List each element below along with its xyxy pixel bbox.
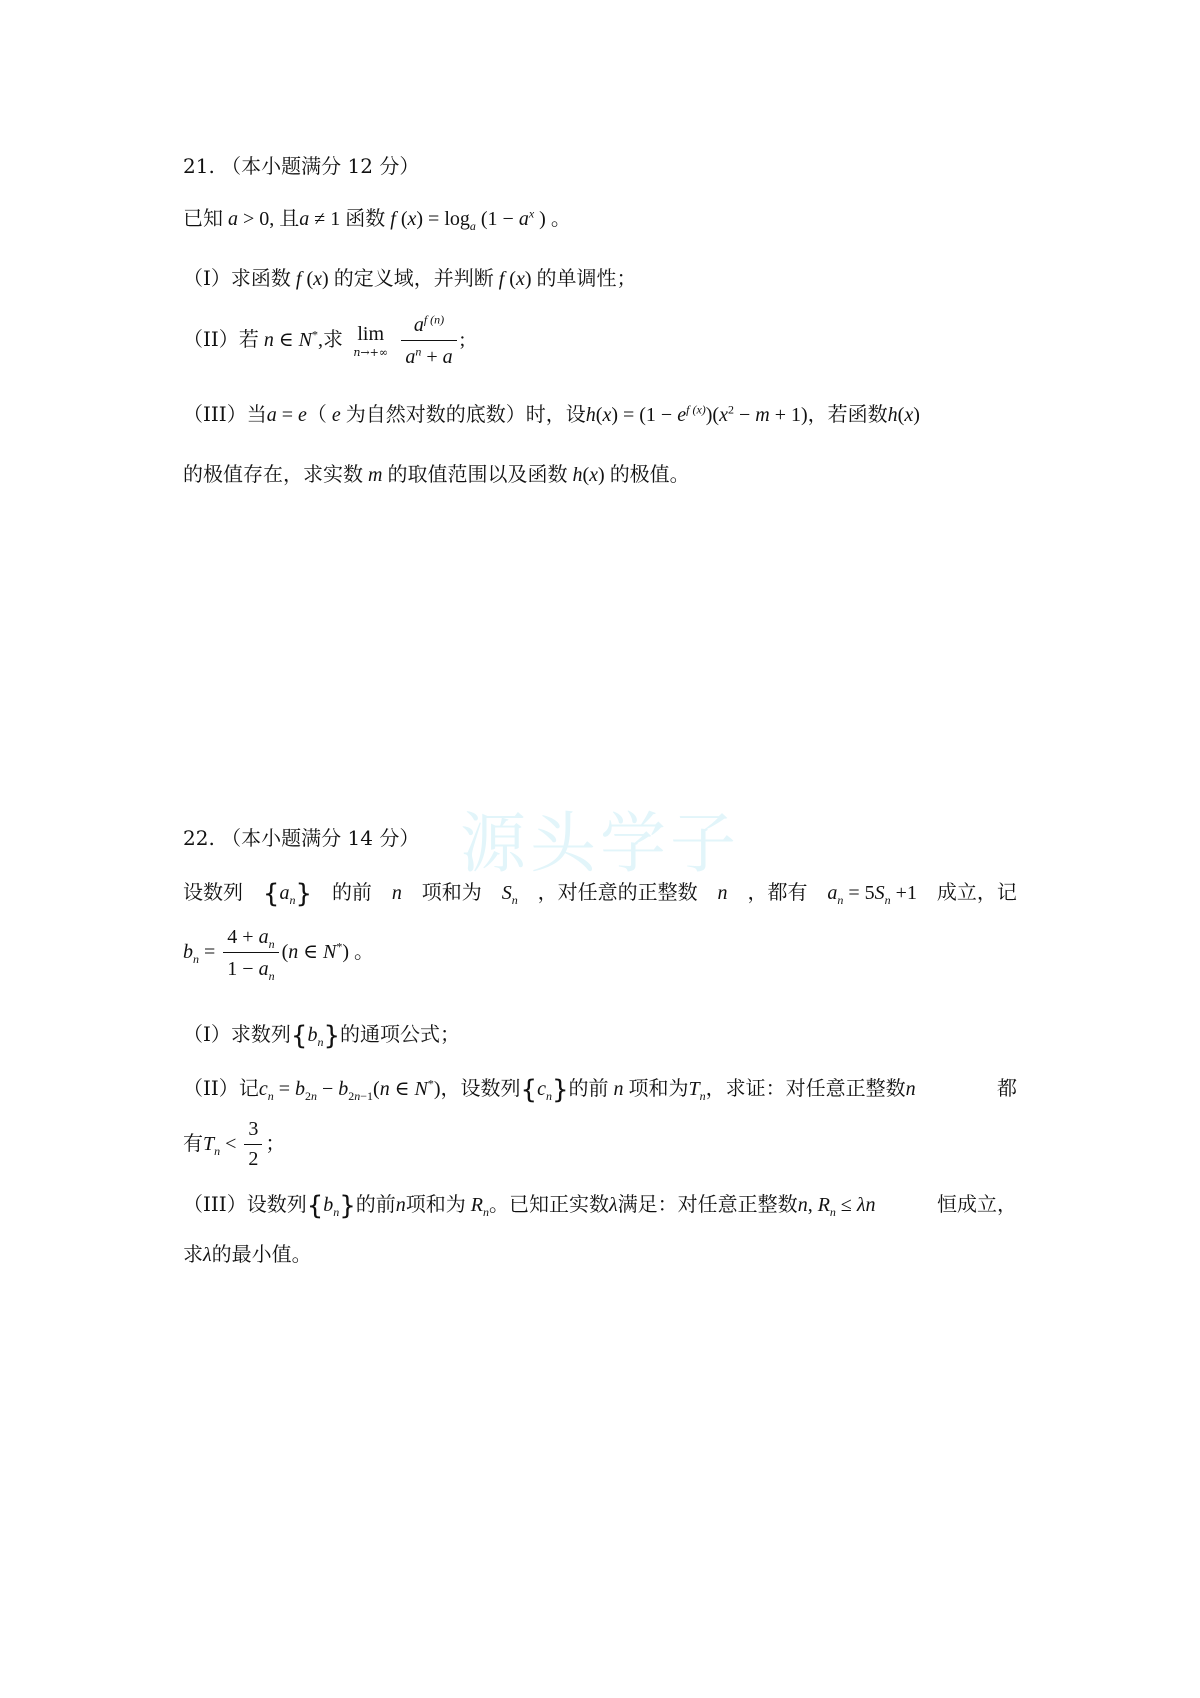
q21-part3: （III）当a = e（ e 为自然对数的底数）时，设$h(x) = (1 - e^{f (x)})(x^2 - m + 1)$，若函数h(x) xyxy=(183,402,920,426)
q21-part3-cont: 的极值存在，求实数 m 的取值范围以及函数 h(x) 的极值。 xyxy=(183,462,690,486)
limit-symbol: lim n→+∞ xyxy=(353,322,389,359)
q21-given: 已知 a > 0, 且a ≠ 1 函数 f $(x) = \log_a (1 - a^x$ ) 。 xyxy=(183,206,571,233)
q21-part2: （II）若 n ∈ N*,求 lim n→+∞ $\frac{a^{f (n)}}{a^n + a}$ ; xyxy=(183,312,466,368)
q22-part3-cont: 求λ的最小值。 xyxy=(183,1242,312,1266)
q22-part2-cont: 有$T_n$ < $\frac{3}{2}$ ； xyxy=(183,1118,286,1170)
q22-intro: 设数列 $\{a_n\}$ 的前 n 项和为 $S_n$ ，对任意的正整数 n ，都有 $a_n = 5S_n +1$ 成立，记 xyxy=(183,879,1017,909)
limit-fraction: $\frac{a^{f (n)}}{a^n + a}$ xyxy=(401,312,456,369)
q22-part1: （I）求数列$\{b_n\}$的通项公式； xyxy=(183,1021,460,1051)
q21-part1: （I）求函数 f (x) 的定义域，并判断 f (x) 的单调性； xyxy=(183,266,637,290)
q21-header: 21. （本小题满分 12 分） xyxy=(183,154,420,178)
q22-part2: （II）记$c_n = b_{2n} - b_{2n-1}(n$ ∈ N*)，设数列$\{c_n\}$的前 n 项和为$T_n$，求证：对任意正整数n 都 xyxy=(183,1075,1017,1105)
three-halves-fraction: $\frac{3}{2}$ xyxy=(244,1118,262,1171)
q22-part3: （III）设数列$\{b_n\}$的前n项和为 $R_n$。已知正实数λ满足：对任意正整数n, $R_n \le \lambda n$ 恒成立， xyxy=(183,1191,1017,1221)
watermark-text: 源头学子 xyxy=(460,805,740,882)
bn-fraction: $\frac{4 + a_n}{1 - a_n}$ xyxy=(223,924,278,981)
q22-bn-def: $b_n$ = $\frac{4 + a_n}{1 - a_n}$ (n ∈ N*) 。 xyxy=(183,926,375,983)
q22-header: 22. （本小题满分 14 分） xyxy=(183,826,420,850)
